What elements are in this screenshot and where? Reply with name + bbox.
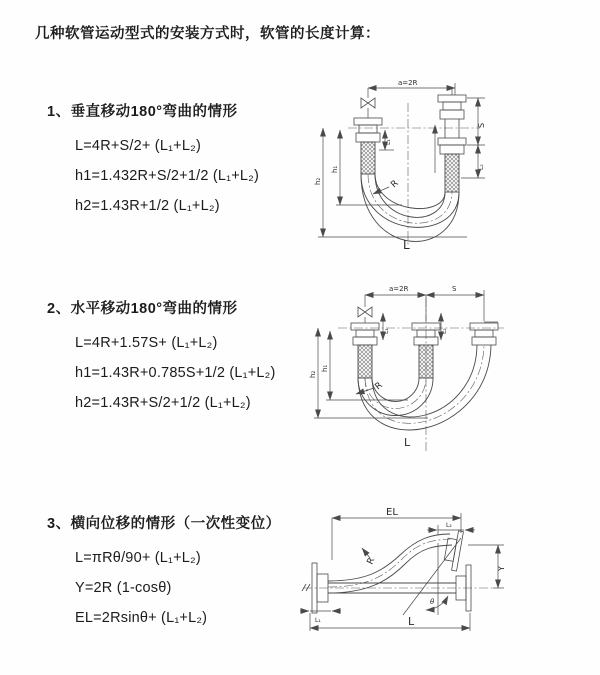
formula-h1: h1=1.432R+S/2+1/2 (L₁+L₂)	[75, 168, 260, 184]
section-lateral-displacement	[47, 512, 317, 633]
dimension-y	[468, 545, 506, 588]
right-flange-displaced	[470, 323, 498, 345]
break-mark	[302, 584, 310, 591]
hose-displaced-position	[328, 534, 452, 593]
page-title: 几种软管运动型式的安装方式时，软管的长度计算：	[35, 26, 380, 42]
length-label: L	[404, 436, 411, 449]
dim-label-a2r: a=2R	[398, 79, 418, 87]
radius-label: R	[365, 556, 378, 567]
radius-callout	[362, 548, 377, 566]
dim-label-l2: L₂	[441, 328, 448, 334]
formula-h1: h1=1.43R+0.785S+1/2 (L₁+L₂)	[75, 365, 276, 381]
formula-h2: h2=1.43R+1/2 (L₁+L₂)	[75, 198, 220, 214]
length-label: L	[403, 238, 410, 252]
hose-u-bend	[361, 174, 459, 241]
radius-label: R	[373, 380, 385, 393]
dimension-l2	[478, 145, 485, 178]
length-label: L	[408, 615, 415, 628]
dim-label-l1: L₁	[385, 139, 392, 145]
left-flange	[354, 118, 382, 174]
dim-label-y: Y	[497, 566, 506, 571]
formula-length: L=4R+1.57S+ (L₁+L₂)	[75, 335, 218, 351]
dim-label-h2: h₂	[309, 370, 317, 378]
dim-label-a2r: a=2R	[389, 285, 409, 293]
formula-h2: h2=1.43R+S/2+1/2 (L₁+L₂)	[75, 395, 251, 411]
dim-label-l1: L₁	[315, 617, 321, 624]
upper-flange	[443, 529, 464, 571]
section-3-heading: 3、横向位移的情形（一次性变位）	[47, 516, 281, 532]
dim-label-s: S	[477, 122, 486, 128]
dimension-l1	[379, 130, 394, 150]
dimension-l2	[441, 313, 448, 340]
dim-label-el: EL	[386, 507, 398, 518]
formula-length: L=4R+S/2+ (L₁+L₂)	[75, 138, 201, 154]
diagram-vertical-180-bend	[310, 73, 600, 255]
dim-label-h1: h₁	[321, 364, 329, 372]
centerline	[302, 584, 494, 591]
diagram-lateral-displacement	[298, 503, 600, 651]
dimension-s	[426, 285, 484, 321]
dim-label-h2: h₂	[314, 177, 322, 185]
valve-icon	[358, 295, 372, 323]
dimension-a-2r	[365, 285, 426, 295]
dimension-l	[310, 613, 470, 631]
hose-u-bend-position1	[358, 378, 433, 416]
dim-label-l1: L₁	[383, 328, 390, 334]
dimension-a-2r	[368, 79, 455, 95]
valve-icon	[361, 88, 375, 118]
section-2-heading: 2、水平移动180°弯曲的情形	[47, 301, 238, 317]
dim-label-h1: h₁	[331, 165, 339, 173]
angle-construction	[403, 538, 461, 615]
dim-label-l2: L₂	[446, 522, 452, 529]
dimension-l2	[427, 522, 475, 535]
formula-el: EL=2Rsinθ+ (L₁+L₂)	[75, 610, 208, 626]
formula-y: Y=2R (1-cosθ)	[75, 580, 172, 596]
dimension-l1	[383, 313, 390, 340]
diagram-horizontal-180-bend	[308, 278, 600, 465]
radius-label: R	[389, 178, 401, 191]
dim-label-s: S	[452, 285, 457, 293]
section-vertical-movement	[47, 100, 317, 221]
left-flange	[351, 323, 379, 378]
right-flange-lower	[435, 125, 466, 192]
formula-length: L=πRθ/90+ (L₁+L₂)	[75, 550, 201, 566]
angle-label: θ	[430, 598, 435, 606]
dimension-l1	[300, 611, 341, 624]
section-1-heading: 1、垂直移动180°弯曲的情形	[47, 104, 238, 120]
dim-label-l2: L₂	[478, 164, 485, 170]
section-horizontal-movement	[47, 297, 317, 418]
dimension-el	[332, 507, 461, 560]
right-flange-upper	[438, 88, 466, 138]
